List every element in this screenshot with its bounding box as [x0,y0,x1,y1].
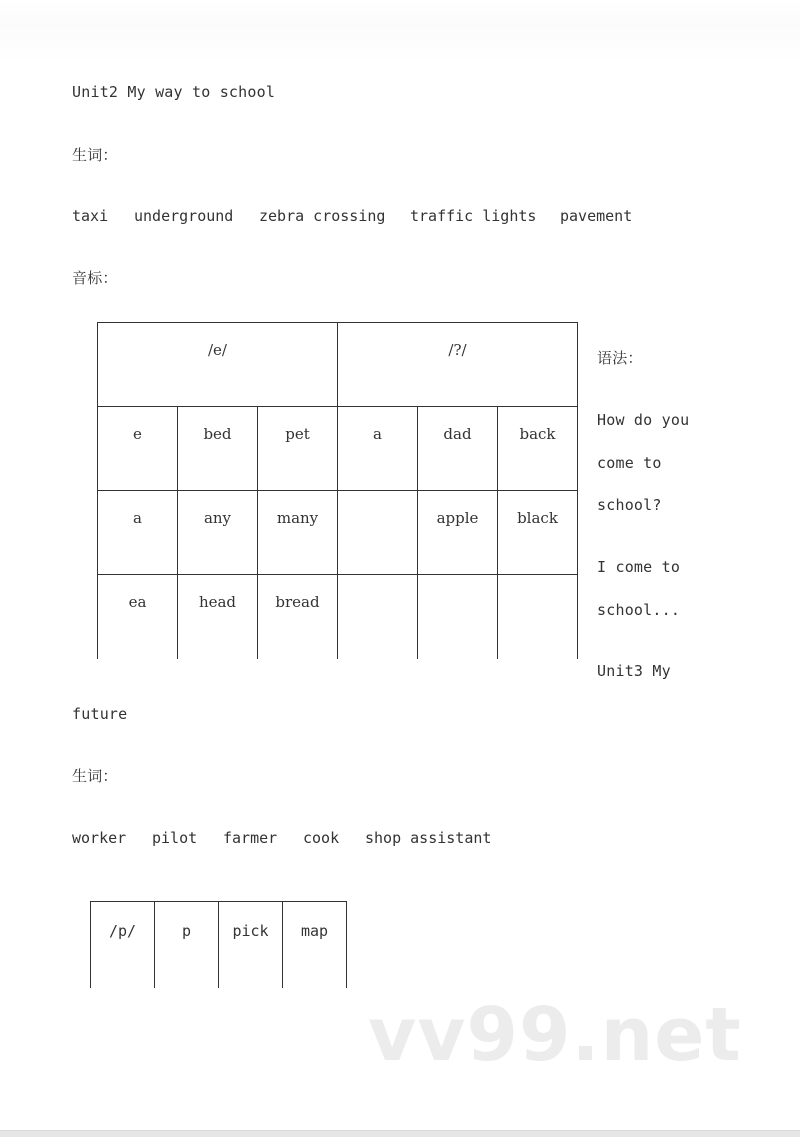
table-cell [418,575,498,659]
table-row [98,491,578,575]
table-cell: a [98,491,178,575]
vocab-word: pilot [152,829,198,847]
table-cell: head [178,575,258,659]
table-cell: /p/ [91,902,155,988]
unit2-title: Unit2 My way to school [72,83,276,101]
vocab-word: pavement [560,207,633,225]
grammar-line: school... [597,601,681,619]
grammar-heading: 语法： [597,349,643,367]
table-cell: bed [178,407,258,491]
table-cell: dad [418,407,498,491]
table-cell: pet [258,407,338,491]
vocab-word: traffic lights [410,207,537,225]
grammar-line: I come to [597,558,681,576]
table-cell: ea [98,575,178,659]
table-cell: apple [418,491,498,575]
vocab-word: underground [134,207,234,225]
table-cell: bread [258,575,338,659]
table-row [98,575,578,659]
unit2-phonetics-table [97,322,578,659]
vocab-word: taxi [72,207,109,225]
grammar-line: school? [597,496,662,514]
table-cell [498,575,578,659]
table-row [98,407,578,491]
page-top-strip [0,0,800,64]
vocab-word: shop assistant [365,829,492,847]
table-cell: black [498,491,578,575]
watermark: vv99.net [368,992,742,1078]
vocab-word: zebra crossing [259,207,386,225]
unit3-vocab-heading: 生词： [72,767,118,785]
table-row [91,902,347,988]
phoneme-header: /?/ [338,323,578,407]
table-cell: a [338,407,418,491]
grammar-line: How do you [597,411,690,429]
table-cell: back [498,407,578,491]
vocab-word: worker [72,829,127,847]
table-cell: many [258,491,338,575]
unit3-phonetics-table [90,901,347,988]
unit3-title: Unit3 My [597,662,671,680]
vocab-word: cook [303,829,340,847]
table-cell [338,491,418,575]
page-bottom-edge [0,1130,800,1137]
phoneme-header: /e/ [98,323,338,407]
table-cell: e [98,407,178,491]
table-cell: any [178,491,258,575]
unit2-phonetics-heading: 音标： [72,269,118,287]
table-cell [338,575,418,659]
table-cell: map [283,902,347,988]
table-header-row [98,323,578,407]
vocab-word: farmer [223,829,278,847]
unit2-vocab-heading: 生词： [72,146,118,164]
unit3-title-continued: future [72,705,128,723]
table-cell: pick [219,902,283,988]
table-cell: p [155,902,219,988]
grammar-line: come to [597,454,662,472]
